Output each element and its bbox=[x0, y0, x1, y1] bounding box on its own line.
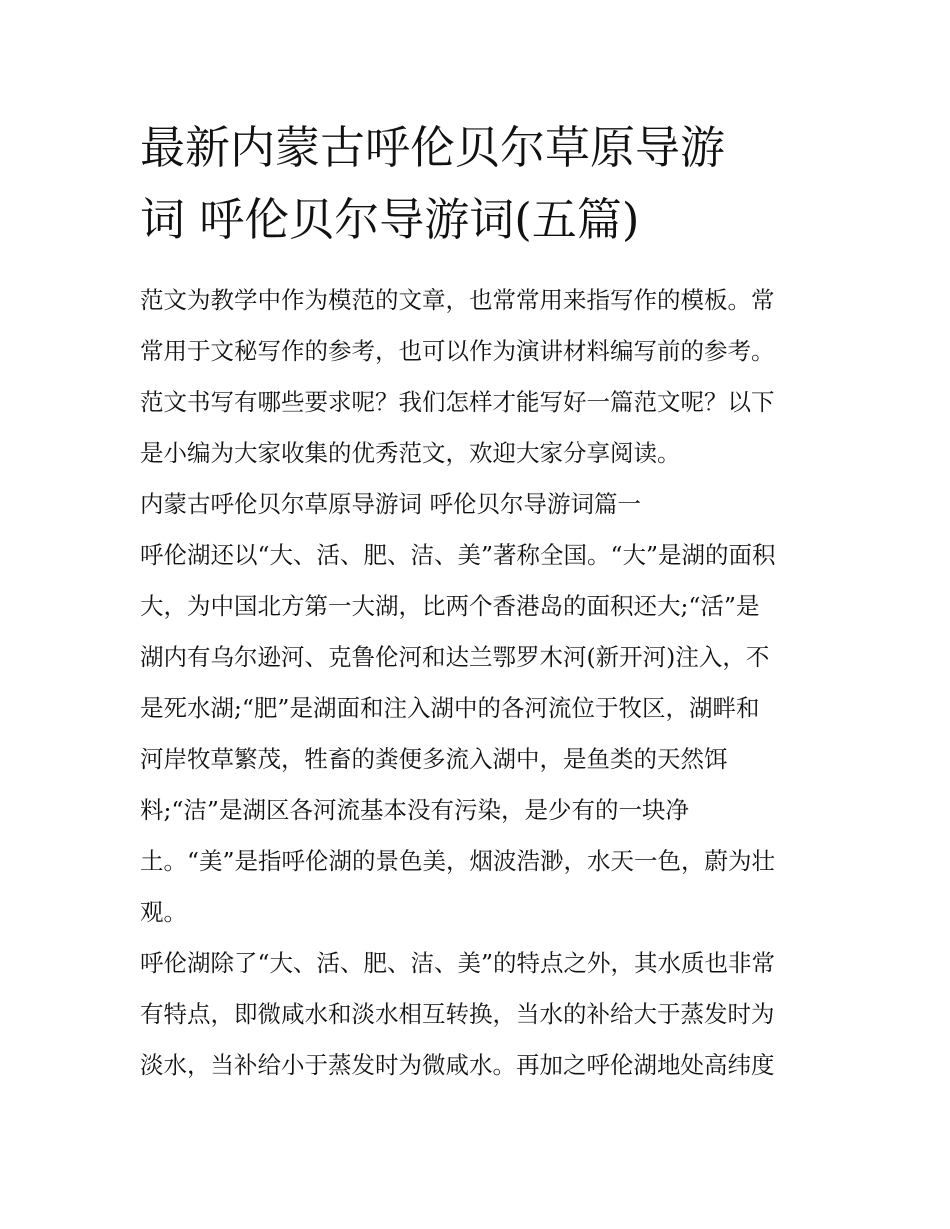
title-line-1: 最新内蒙古呼伦贝尔草原导游 bbox=[140, 121, 726, 174]
paragraph-line: 河岸牧草繁茂，牲畜的粪便多流入湖中，是鱼类的天然饵 bbox=[140, 745, 728, 773]
paragraph-line: 有特点，即微咸水和淡水相互转换，当水的补给大于蒸发时为 bbox=[140, 1000, 775, 1028]
paragraph-intro-line: 常用于文秘写作的参考，也可以作为演讲材料编写前的参考。 bbox=[140, 337, 775, 365]
title-line-2: 词 呼伦贝尔导游词(五篇) bbox=[140, 193, 640, 246]
paragraph-line: 呼伦湖除了“大、活、肥、洁、美”的特点之外，其水质也非常 bbox=[140, 949, 776, 977]
paragraph-line: 大，为中国北方第一大湖，比两个香港岛的面积还大;“活”是 bbox=[140, 592, 760, 620]
document-title bbox=[140, 112, 820, 256]
paragraph-line: 是死水湖;“肥”是湖面和注入湖中的各河流位于牧区，湖畔和 bbox=[140, 694, 760, 722]
paragraph-line: 湖内有乌尔逊河、克鲁伦河和达兰鄂罗木河(新开河)注入，不 bbox=[140, 643, 770, 671]
paragraph-line: 观。 bbox=[140, 898, 187, 926]
document-body bbox=[140, 279, 830, 1095]
paragraph-line: 淡水，当补给小于蒸发时为微咸水。再加之呼伦湖地处高纬度 bbox=[140, 1051, 775, 1079]
section-heading: 内蒙古呼伦贝尔草原导游词 呼伦贝尔导游词篇一 bbox=[140, 490, 641, 518]
paragraph-line: 土。“美”是指呼伦湖的景色美，烟波浩渺，水天一色，蔚为壮 bbox=[140, 847, 776, 875]
paragraph-line: 呼伦湖还以“大、活、肥、洁、美”著称全国。“大”是湖的面积 bbox=[140, 541, 776, 569]
paragraph-line: 料;“洁”是湖区各河流基本没有污染，是少有的一块净 bbox=[140, 796, 689, 824]
paragraph-intro-line: 范文为教学中作为模范的文章，也常常用来指写作的模板。常 bbox=[140, 286, 775, 314]
paragraph-intro-line: 是小编为大家收集的优秀范文，欢迎大家分享阅读。 bbox=[140, 439, 681, 467]
paragraph-intro-line: 范文书写有哪些要求呢？我们怎样才能写好一篇范文呢？以下 bbox=[140, 388, 775, 416]
